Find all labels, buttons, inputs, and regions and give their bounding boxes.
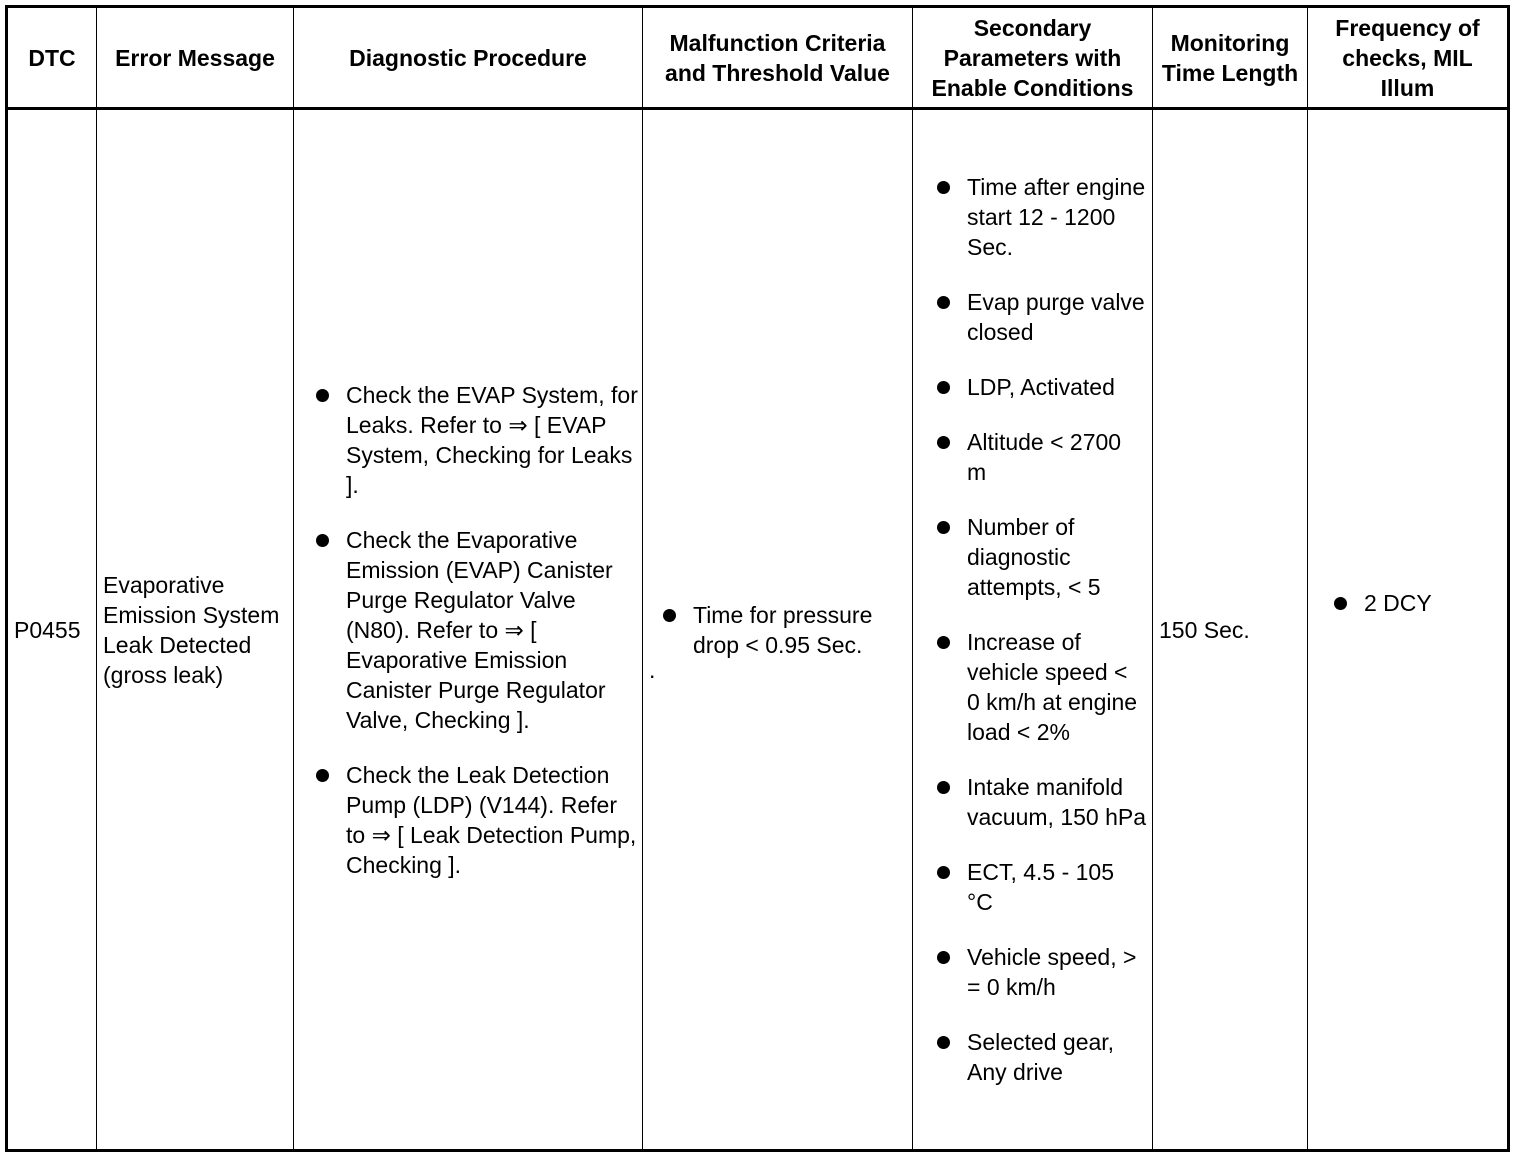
list-item-text: Intake manifold vacuum, 150 hPa <box>967 774 1147 830</box>
bullet-icon <box>937 181 950 194</box>
secondary-parameters-list <box>933 172 1146 1087</box>
list-item <box>933 1027 1146 1087</box>
bullet-icon <box>937 636 950 649</box>
list-item-text: 2 DCY <box>1364 590 1432 616</box>
list-item-text: Check the Evaporative Emission (EVAP) Canister Purge Regulator Valve (N80). Refer to ⇒ [ Evaporative Emission Canister Purge Regulator Valve, Checking ]. <box>346 526 613 733</box>
list-item <box>933 772 1146 832</box>
header-frequency: Frequency of checks, MIL Illum <box>1308 7 1509 109</box>
header-secondary-parameters: Secondary Parameters with Enable Conditions <box>913 7 1153 109</box>
dtc-table <box>5 5 1510 1152</box>
header-dtc: DTC <box>7 7 97 109</box>
bullet-icon <box>937 381 950 394</box>
header-monitoring-time: Monitoring Time Length <box>1153 7 1308 109</box>
bullet-icon <box>937 951 950 964</box>
header-row <box>7 7 1509 109</box>
cell-secondary-parameters <box>913 109 1153 1151</box>
bullet-icon <box>937 781 950 794</box>
list-item-text: Time after engine start 12 - 1200 Sec. <box>967 174 1146 260</box>
list-item <box>933 287 1146 347</box>
list-item <box>312 380 638 500</box>
table-row <box>7 109 1509 1151</box>
cell-error-message: Evaporative Emission System Leak Detected (gross leak) <box>97 109 294 1151</box>
list-item <box>933 372 1146 402</box>
bullet-icon <box>937 866 950 879</box>
header-diagnostic-procedure: Diagnostic Procedure <box>294 7 643 109</box>
cell-dtc: P0455 <box>7 109 97 1151</box>
bullet-icon <box>937 521 950 534</box>
bullet-icon <box>937 296 950 309</box>
cell-diagnostic-procedure <box>294 109 643 1151</box>
frequency-list <box>1330 588 1501 618</box>
list-item-text: Time for pressure drop < 0.95 Sec. <box>693 601 873 658</box>
bullet-icon <box>663 609 676 622</box>
list-item <box>933 942 1146 1002</box>
list-item <box>933 427 1146 487</box>
list-item <box>933 857 1146 917</box>
list-item <box>933 172 1146 262</box>
list-item-text: Check the Leak Detection Pump (LDP) (V144). Refer to ⇒ [ Leak Detection Pump, Checking ]. <box>346 761 637 878</box>
list-item-text: ECT, 4.5 - 105 °C <box>967 859 1115 915</box>
bullet-icon <box>937 436 950 449</box>
list-item <box>659 600 906 660</box>
list-item <box>312 760 638 880</box>
list-item-text: Increase of vehicle speed < 0 km/h at engine load < 2% <box>967 629 1138 745</box>
bullet-icon <box>1334 597 1347 610</box>
header-error-message: Error Message <box>97 7 294 109</box>
list-item-text: Vehicle speed, > = 0 km/h <box>967 944 1137 1000</box>
diagnostic-procedure-list <box>312 380 638 880</box>
list-item-text: Number of diagnostic attempts, < 5 <box>967 514 1101 600</box>
list-item-text: Evap purge valve closed <box>967 289 1145 345</box>
cell-malfunction-criteria <box>643 109 913 1151</box>
cell-monitoring-time: 150 Sec. <box>1153 109 1308 1151</box>
bullet-icon <box>937 1036 950 1049</box>
list-item <box>1330 588 1501 618</box>
list-item-text: Check the EVAP System, for Leaks. Refer to ⇒ [ EVAP System, Checking for Leaks ]. <box>346 381 638 498</box>
header-malfunction-criteria: Malfunction Criteria and Threshold Value <box>643 7 913 109</box>
cell-frequency <box>1308 109 1509 1151</box>
bullet-icon <box>316 769 329 782</box>
list-item-text: Selected gear, Any drive <box>967 1029 1115 1085</box>
list-item-text: Altitude < 2700 m <box>967 429 1122 485</box>
list-item <box>312 525 638 735</box>
list-item-text: LDP, Activated <box>967 374 1115 400</box>
stray-mark: . <box>649 657 656 683</box>
list-item <box>933 512 1146 602</box>
malfunction-criteria-list <box>659 600 906 660</box>
bullet-icon <box>316 534 329 547</box>
list-item <box>933 627 1146 747</box>
bullet-icon <box>316 389 329 402</box>
